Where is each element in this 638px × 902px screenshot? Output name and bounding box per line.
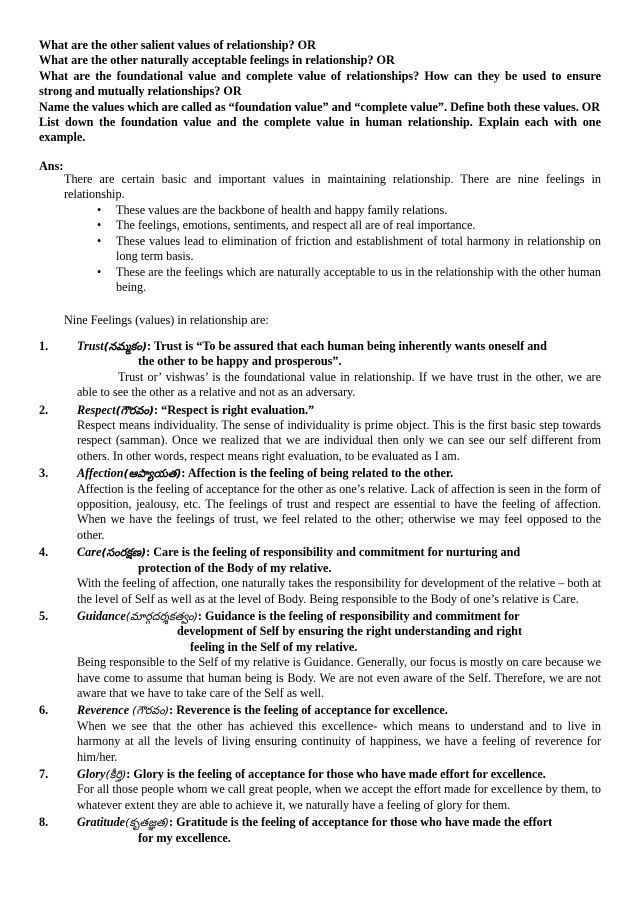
bullet-item: • These values are the backbone of health and happy family relations. (97, 203, 601, 218)
item-number: 3. (39, 466, 49, 481)
item-heading: : “Respect is right evaluation.” (154, 402, 315, 417)
question-line: Name the values which are called as “foundation value” and “complete value”. Define both these values. OR (39, 99, 601, 114)
list-item (39, 339, 601, 401)
question-line: List down the foundation value and the complete value in human relationship. Explain each with one example. (39, 115, 601, 145)
list-item (39, 545, 601, 607)
bullet-item: • These are the feelings which are naturally acceptable to us in the relationship with the other human being. (97, 265, 601, 296)
item-telugu: (కీర్తి) (105, 767, 127, 781)
item-body: Trust or’ vishwas’ is the foundational value in relationship. If we have trust in the other, we are able to see the other as a relative and not as an adversary. (77, 369, 601, 400)
feelings-list (39, 339, 601, 848)
item-number: 8. (39, 815, 49, 830)
item-term: Affection (77, 466, 124, 481)
item-term: Trust (77, 339, 104, 353)
item-telugu: (కృతజ్ఞత) (125, 816, 169, 830)
item-telugu: (గౌరవం) (115, 403, 155, 417)
item-telugu: (మార్గదర్శకత్వం) (125, 609, 198, 623)
item-body: For all those people whom we call great people, when we accept the effort made for excellence by them, to whatever extent they are able to achieve it, we naturally have a feeling of glory for them. (77, 782, 601, 812)
item-heading-cont: protection of the Body of my relative. (138, 560, 332, 575)
item-heading-cont: feeling in the Self of my relative. (190, 639, 358, 654)
item-term: Care (77, 545, 102, 560)
item-heading-cont: for my excellence. (138, 830, 231, 845)
item-term: Respect (77, 402, 116, 417)
item-telugu: (గౌరవం) (132, 704, 170, 718)
question-block (39, 38, 601, 146)
item-telugu: (నమ్మకం) (103, 340, 147, 353)
item-body: With the feeling of affection, one naturally takes the responsibility for development of the relative – both at the level of Self as well as at the level of Body. Being responsible to the Body of one’s relative is Care. (77, 576, 601, 606)
item-number: 5. (39, 608, 49, 623)
item-number: 4. (39, 545, 49, 560)
item-heading: : Reverence is the feeling of acceptance for excellence. (169, 703, 448, 718)
item-telugu: (ఆప్యాయత) (123, 467, 182, 481)
list-item (39, 767, 601, 813)
intro-paragraph: There are certain basic and important values in maintaining relationship. There are nine feelings in relationship. (64, 172, 601, 202)
item-body: When we see that the other has achieved this excellence- which means to understand and to live in harmony at all the levels of living ensuring continuity of happiness, we have a feeling of reverence for him/her. (77, 718, 601, 764)
answer-label: Ans: (39, 159, 64, 173)
question-line: What are the other naturally acceptable feelings in relationship? OR (39, 53, 395, 68)
question-line: What are the other salient values of relationship? OR (39, 38, 316, 52)
bullet-list (97, 203, 601, 295)
item-heading-cont: the other to be happy and prosperous”. (138, 354, 342, 369)
item-telugu: (సంరక్షణ) (101, 546, 147, 560)
item-heading-cont: development of Self by ensuring the right understanding and right (177, 624, 523, 639)
bullet-item: • These values lead to elimination of friction and establishment of total harmony in relationship on long term basis. (97, 234, 601, 265)
list-item (39, 609, 601, 701)
item-number: 6. (39, 703, 49, 718)
item-heading: : Trust is “To be assured that each human being inherently wants oneself and (146, 339, 547, 353)
bullet-item: • The feelings, emotions, sentiments, and respect all are of real importance. (97, 218, 601, 233)
item-term: Glory (77, 766, 106, 781)
list-item (39, 703, 601, 765)
item-heading: : Affection is the feeling of being related to the other. (181, 466, 454, 481)
item-body: Affection is the feeling of acceptance for the other as one’s relative. Lack of affection is seen in the form of opposition, jealousy, etc. The feelings of trust and respect are essential to have the feeling of affection. When we have the feelings of trust, we feel related to the other; otherwise we may feel opposed to the other. (77, 481, 601, 542)
question-line: What are the foundational value and complete value of relationships? How can they be used to ensure strong and mutually relationships? OR (39, 68, 601, 99)
nine-feelings-heading: Nine Feelings (values) in relationship are: (64, 313, 269, 327)
item-body: Respect means individuality. The sense of individuality is prime object. This is the first basic step towards respect (samman). Once we realized that we are individual then only we can see our self different from others. In other words, respect means right evaluation, to be evaluated as I am. (77, 418, 601, 463)
item-term: Guidance (77, 608, 126, 623)
item-heading: : Gratitude is the feeling of acceptance for those who have made the effort (168, 815, 553, 830)
item-number: 1. (39, 339, 49, 353)
item-body: Being responsible to the Self of my relative is Guidance. Generally, our focus is mostly on care because we have come to assume that human being is Body. We are not even aware of the Self. Therefore, we are not aware that we have to take care of the Self as well. (77, 655, 601, 700)
list-item (39, 403, 601, 465)
item-heading: : Guidance is the feeling of responsibility and commitment for (197, 608, 520, 623)
item-heading: : Care is the feeling of responsibility and commitment for nurturing and (146, 545, 521, 560)
list-item (39, 466, 601, 543)
item-heading: : Glory is the feeling of acceptance for those who have made effort for excellence. (126, 766, 546, 781)
item-number: 2. (39, 402, 49, 417)
item-number: 7. (39, 766, 49, 781)
item-term: Reverence (77, 703, 130, 718)
item-term: Gratitude (77, 815, 126, 830)
list-item (39, 815, 601, 846)
